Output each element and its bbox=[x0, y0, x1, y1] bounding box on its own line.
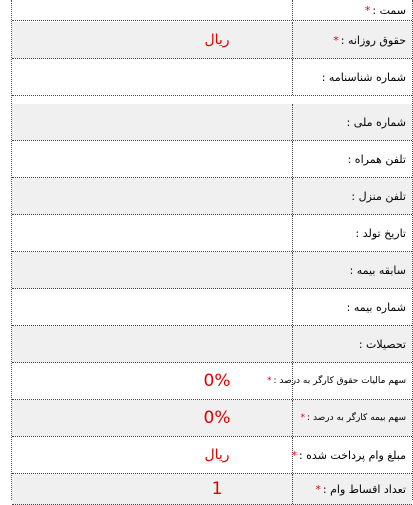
required-marker: * bbox=[266, 376, 272, 386]
birth-certificate-field[interactable] bbox=[12, 59, 292, 95]
home-phone-label: تلفن منزل : bbox=[292, 178, 412, 214]
row-home-phone bbox=[12, 178, 412, 215]
row-education bbox=[12, 326, 412, 363]
row-loan-installments bbox=[12, 474, 412, 505]
required-marker: * bbox=[291, 448, 297, 462]
insurance-history-label: سابقه بیمه : bbox=[292, 252, 412, 288]
loan-paid-label: مبلغ وام پرداخت شده : * bbox=[292, 437, 412, 473]
birth-date-field[interactable] bbox=[12, 215, 292, 251]
education-field[interactable] bbox=[12, 326, 292, 362]
mobile-label: تلفن همراه : bbox=[292, 141, 412, 177]
employee-form bbox=[11, 0, 413, 500]
row-daily-wage bbox=[12, 22, 412, 59]
row-tax-share bbox=[12, 363, 412, 400]
insurance-number-label: شماره بیمه : bbox=[292, 289, 412, 325]
row-insurance-share bbox=[12, 400, 412, 437]
loan-paid-value: ریال bbox=[204, 447, 230, 463]
mobile-field[interactable] bbox=[12, 141, 292, 177]
loan-installments-field[interactable] bbox=[12, 474, 292, 504]
required-marker: * bbox=[315, 482, 321, 496]
insurance-share-value: 0% bbox=[203, 408, 231, 428]
daily-wage-label: حقوق روزانه : * bbox=[292, 22, 412, 58]
national-id-label: شماره ملی : bbox=[292, 104, 412, 140]
loan-installments-label: تعداد اقساط وام : * bbox=[292, 474, 412, 504]
daily-wage-field[interactable] bbox=[12, 22, 292, 58]
tax-share-field[interactable] bbox=[12, 363, 292, 399]
position-field[interactable] bbox=[12, 0, 292, 20]
row-birth-date bbox=[12, 215, 412, 252]
tax-share-value: 0% bbox=[203, 371, 231, 391]
birth-date-label: تاریخ تولد : bbox=[292, 215, 412, 251]
daily-wage-value: ریال bbox=[204, 32, 230, 48]
home-phone-field[interactable] bbox=[12, 178, 292, 214]
tax-share-label: سهم مالیات حقوق کارگر به درصد : * bbox=[292, 363, 412, 399]
row-insurance-history bbox=[12, 252, 412, 289]
insurance-share-label: سهم بیمه کارگر به درصد : * bbox=[292, 400, 412, 436]
insurance-number-field[interactable] bbox=[12, 289, 292, 325]
required-marker: * bbox=[364, 3, 371, 17]
required-marker: * bbox=[333, 33, 339, 47]
position-label: سمت : * bbox=[292, 0, 412, 20]
insurance-share-field[interactable] bbox=[12, 400, 292, 436]
loan-installments-value: 1 bbox=[211, 479, 223, 499]
education-label: تحصیلات : bbox=[292, 326, 412, 362]
loan-paid-field[interactable] bbox=[12, 437, 292, 473]
insurance-history-field[interactable] bbox=[12, 252, 292, 288]
row-insurance-number bbox=[12, 289, 412, 326]
birth-certificate-label: شماره شناسنامه : bbox=[292, 59, 412, 95]
row-national-id bbox=[12, 104, 412, 141]
row-position bbox=[12, 0, 412, 21]
national-id-field[interactable] bbox=[12, 104, 292, 140]
row-loan-paid bbox=[12, 437, 412, 474]
row-mobile bbox=[12, 141, 412, 178]
row-birth-certificate bbox=[12, 59, 412, 96]
required-marker: * bbox=[300, 413, 306, 423]
